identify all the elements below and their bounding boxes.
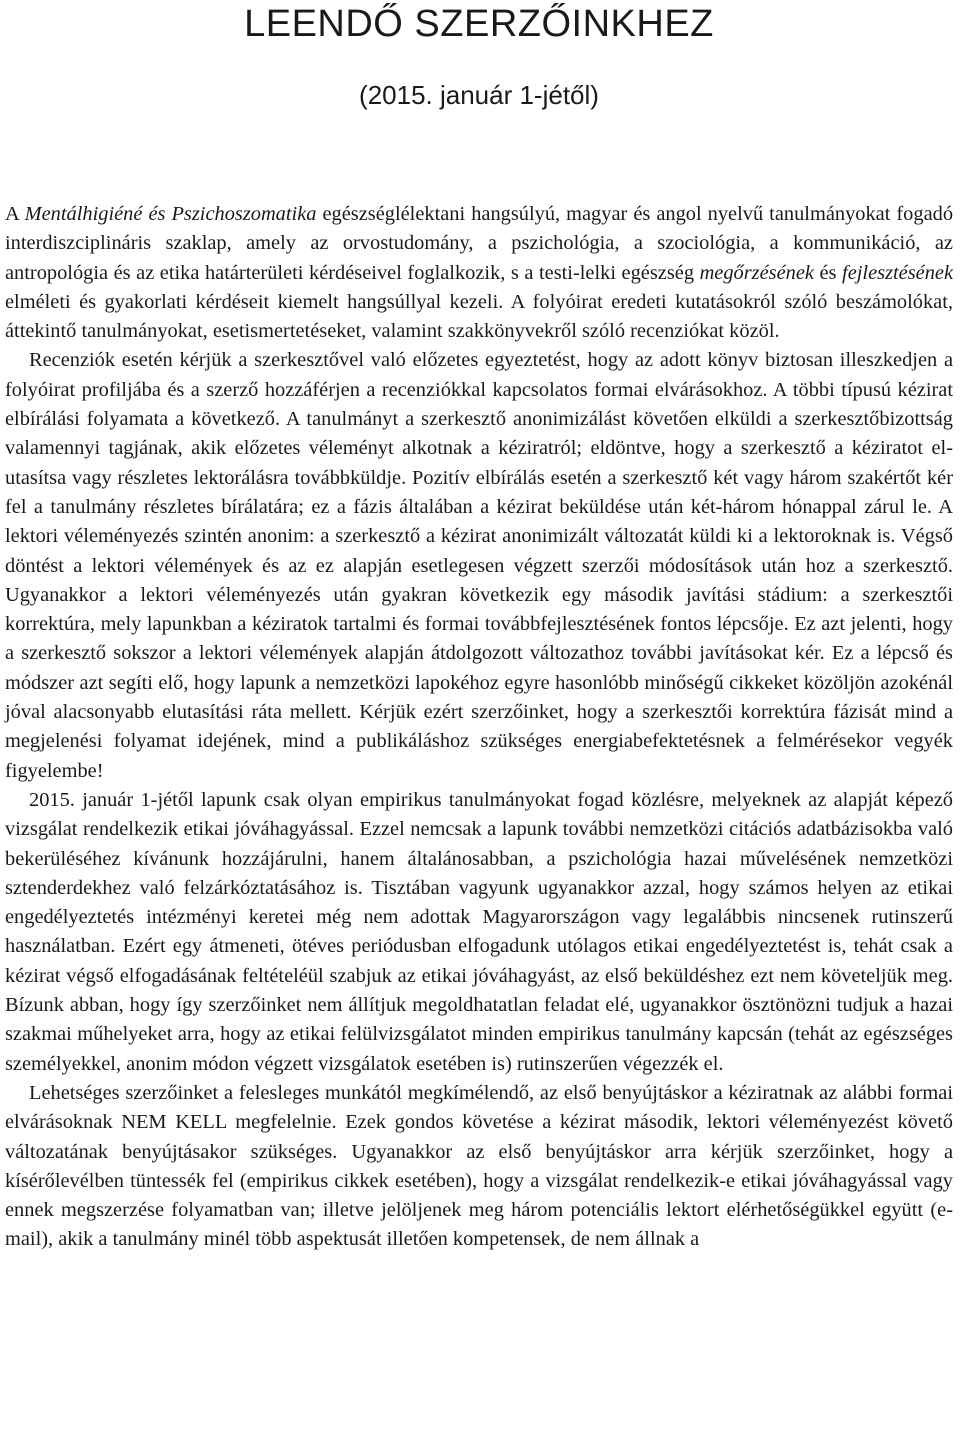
page-subtitle: (2015. január 1-jétől) [359, 80, 599, 110]
paragraph-intro-text-1: egészséglélektani hangsúlyú, magyar és angol nyelvű tanulmányokat fogadó interdiszciplináris szaklap, amely az orvostudomány, a pszichológia, a szociológia, a kommunikáció, az antropológia és az etika határterületi kérdéseivel foglalkozik, s a testi-lelki egészség [5, 203, 954, 284]
emphasis-fejlesztesenek: fejlesztésének [842, 261, 954, 284]
paragraph-submission: Lehetséges szerzőinket a felesleges munkától megkímélendő, az első benyújtáskor a kéziratnak az alábbi formai elvárásoknak NEM KELL megfelelnie. Ezek gondos követése a kézirat második, lektori véleményezést követő változatának benyújtásakor szükséges. Ugyanakkor az első benyújtáskor arra kérjük szerzőinket, hogy a kísérőlevélben tüntessék fel (empirikus cikkek esetében), hogy a vizsgálat rendelkezik-e etikai jóváhagyással vagy ennek megszerzése folyamatban van; illetve jelöljenek meg három potenciális lektort elérhetőségükkel együtt (e-mail), akik a tanulmány minél több aspektusát illetően kompetensek, de nem állnak a [5, 1081, 953, 1251]
document-page [5, 0, 953, 1255]
paragraph-review-process: Recenziók esetén kérjük a szerkesztővel való előzetes egyeztetést, hogy az adott könyv biztosan illeszkedjen a folyóirat profiljába és a szerző hozzáférjen a recenziókkal kapcsolatos formai elvárásokhoz. A többi típusú kézirat elbírálási folyamata a következő. A tanulmányt a szerkesztő anonimizálást követően elküldi a szerkesztőbizottság valamennyi tagjának, akik előzetes véleményt alkotnak a kéziratról; eldöntve, hogy a szerkesztő a kéziratot elutasítsa vagy részletes lektorálásra továbbküldje. Pozitív elbírálás esetén a szerkesztő két vagy három szakértőt kér fel a tanulmány részletes bírálatára; ez a fázis általában a kézirat beküldése után két-három hónappal zárul le. A lektori véleményezés szintén anonim: a szerkesztő a kézirat anonimizált változatát küldi ki a lektoroknak is. Végső döntést a lektori vélemények és az ez alapján esetlegesen végzett szerzői módosítások után hoz a szerkesztő. Ugyanakkor a lektori véleményezés után gyakran következik egy második javítási stádium: a szerkesztői korrektúra, mely lapunkban a kéziratok tartalmi és formai továbbfejlesztésének fontos lépcsője. Ez azt jelenti, hogy a szerkesztő sokszor a lektori vélemények alapján átdolgozott változathoz további javításokat kér. Ez a lépcső és módszer azt segíti elő, hogy lapunk a nemzetközi lapokéhoz egyre hasonlóbb minőségű cikkeket közöljön azokénál jóval alacsonyabb elutasítási ráta mellett. Kérjük ezért szerzőinket, hogy a szerkesztői korrektúra fázisát mind a megjelenési folyamat idejének, mind a publikáláshoz szükséges energiabefektetésnek a felmérésekor vegyék figyelembe! [5, 349, 953, 782]
document-body [5, 200, 953, 1255]
paragraph-ethics: 2015. január 1-jétől lapunk csak olyan empirikus tanulmányokat fogad közlésre, melyeknek az alapját képező vizsgálat rendelkezik etikai jóváhagyással. Ezzel nemcsak a lapunk további nemzetközi citációs adatbázisokba való bekerüléséhez kívánunk hozzájárulni, hanem általánosabban, a pszichológia hazai művelésének nemzetközi sztenderdekhez való felzárkóztatásához is. Tisztában vagyunk ugyanakkor azzal, hogy számos helyen az etikai engedélyeztetés intézményi keretei még nem adottak Magyarországon vagy legalábbis nincsenek rutinszerű használatban. Ezért egy átmeneti, ötéves periódusban elfogadunk utólagos etikai engedélyeztetést is, tehát csak a kézirat végső elfogadásának feltételéül szabjuk az etikai jóváhagyást, az első beküldéshez ezt nem követeljük meg. Bízunk abban, hogy így szerzőinket nem állítjuk megoldhatatlan feladat elé, ugyanakkor ösztönözni tudjuk a hazai szakmai műhelyeket arra, hogy az etikai felülvizsgálatot minden empirikus tanulmány kapcsán (tehát az egészséges személyekkel, anonim módon végzett vizsgálatok esetében is) rutinszerűen végezzék el. [5, 788, 953, 1075]
journal-name: Mentálhigiéné és Pszichoszomatika [24, 203, 317, 225]
paragraph-intro-text-2: és [813, 261, 843, 284]
paragraph-intro [5, 200, 953, 346]
emphasis-megorzesenek: megőrzésének [699, 261, 814, 284]
page-title: LEENDŐ SZERZŐINKHEZ [244, 3, 714, 45]
paragraph-intro-pre: A [5, 203, 25, 225]
paragraph-intro-text-3: elméleti és gyakorlati kérdéseit kiemelt hangsúllyal kezeli. A folyóirat eredeti kutatásokról szóló beszámolókat, áttekintő tanulmányokat, esetismertetéseket, valamint szakkönyvekről szóló recenziókat közöl. [5, 290, 953, 343]
